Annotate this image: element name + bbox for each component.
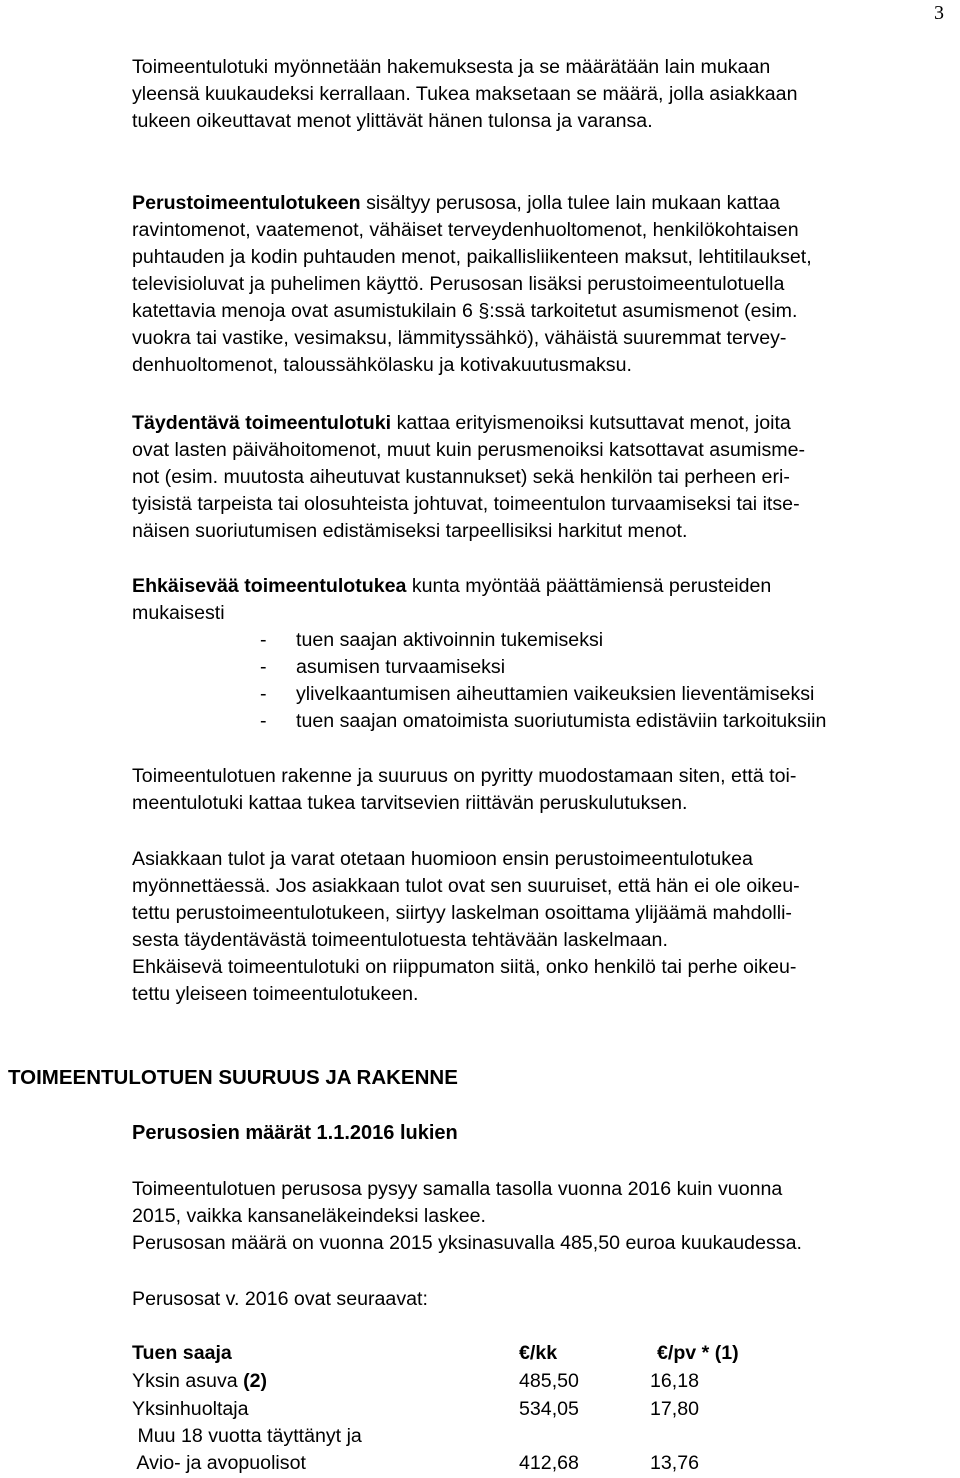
- text-line: sesta täydentävästä toimeentulotuesta tehtävään laskelmaan.: [132, 929, 668, 951]
- taydentava-paragraph: [132, 410, 960, 545]
- list-item: [260, 654, 505, 681]
- term-bold: Ehkäisevää toimeentulotukea: [132, 575, 407, 597]
- text-line: näisen suoriutumisen edistämiseksi tarpeellisiksi harkitut menot.: [132, 520, 688, 542]
- table-header-recipient: Tuen saaja: [132, 1342, 232, 1364]
- term-bold: Perustoimeentulotukeen: [132, 192, 361, 214]
- text-line: not (esim. muutosta aiheutuvat kustannukset) sekä henkilön tai perheen eri-: [132, 466, 790, 488]
- text-line: Ehkäisevä toimeentulotuki on riippumaton siitä, onko henkilö tai perhe oikeu-: [132, 956, 797, 978]
- text-line: Perusosan määrä on vuonna 2015 yksinasuvalla 485,50 euroa kuukaudessa.: [132, 1232, 802, 1254]
- list-item-text: tuen saajan aktivoinnin tukemiseksi: [296, 629, 604, 651]
- rakenne-paragraph: [132, 763, 960, 817]
- text-line: 2015, vaikka kansaneläkeindeksi laskee.: [132, 1205, 486, 1227]
- table-row-label: Avio- ja avopuolisot: [132, 1452, 306, 1474]
- text-line: [132, 410, 960, 437]
- text-line: myönnettäessä. Jos asiakkaan tulot ovat sen suuruiset, että hän ei ole oikeu-: [132, 875, 800, 897]
- text-line: tukeen oikeuttavat menot ylittävät hänen tulonsa ja varansa.: [132, 110, 653, 132]
- text-line: Toimeentulotuen perusosa pysyy samalla tasolla vuonna 2016 kuin vuonna: [132, 1178, 783, 1200]
- table-cell-text: Yksin asuva: [132, 1370, 244, 1392]
- list-dash: -: [260, 656, 267, 678]
- list-item-text: asumisen turvaamiseksi: [296, 656, 506, 678]
- section-heading: TOIMEENTULOTUEN SUURUUS JA RAKENNE: [8, 1066, 458, 1089]
- text-line: tettu perustoimeentulotukeen, siirtyy laskelman osoittama ylijäämä mahdolli-: [132, 902, 792, 924]
- term-bold: Täydentävä toimeentulotuki: [132, 412, 392, 434]
- text-fragment: kattaa erityismenoiksi kutsuttavat menot, joita: [391, 412, 791, 434]
- text-line: tyisistä tarpeista tai olosuhteista johtuvat, toimeentulon turvaamiseksi tai itse-: [132, 493, 800, 515]
- table-row-label: Muu 18 vuotta täyttänyt ja: [132, 1425, 362, 1447]
- text-line: mukaisesti: [132, 602, 225, 624]
- table-cell-per-month: 412,68: [519, 1452, 579, 1474]
- text-line: vuokra tai vastike, vesimaksu, lämmityssähkö), vähäistä suuremmat tervey-: [132, 327, 787, 349]
- list-item: [260, 708, 826, 735]
- list-dash: -: [260, 710, 267, 732]
- text-line: puhtauden ja kodin puhtauden menot, paikallisliikenteen maksut, lehtitilaukset,: [132, 246, 812, 268]
- table-row-label: Yksinhuoltaja: [132, 1398, 249, 1420]
- list-item-text: tuen saajan omatoimista suoriutumista edistäviin tarkoituksiin: [296, 710, 827, 732]
- page-number: 3: [934, 2, 944, 24]
- perustoimeentulotuki-paragraph: [132, 190, 960, 379]
- table-cell-per-month: 534,05: [519, 1398, 579, 1420]
- table-header-per-month: €/kk: [519, 1342, 558, 1364]
- intro-paragraph: [132, 54, 960, 135]
- text-line: [132, 573, 960, 600]
- text-line: denhuoltomenot, taloussähkölasku ja kotivakuutusmaksu.: [132, 354, 632, 376]
- text-line: yleensä kuukaudeksi kerrallaan. Tukea maksetaan se määrä, jolla asiakkaan: [132, 83, 798, 105]
- text-line: ovat lasten päivähoitomenot, muut kuin perusmenoiksi katsottavat asumisme-: [132, 439, 806, 461]
- footnote-ref: (2): [243, 1370, 268, 1392]
- table-cell-per-day: 16,18: [650, 1370, 700, 1392]
- table-cell-per-day: 13,76: [650, 1452, 700, 1474]
- sub-heading: Perusosien määrät 1.1.2016 lukien: [132, 1122, 458, 1144]
- text-line: katettavia menoja ovat asumistukilain 6 §:ssä tarkoitetut asumismenot (esim.: [132, 300, 798, 322]
- table-cell-per-day: 17,80: [650, 1398, 700, 1420]
- perusosat-intro: Perusosat v. 2016 ovat seuraavat:: [132, 1288, 428, 1310]
- table-row-label: [132, 1368, 267, 1395]
- text-fragment: kunta myöntää päättämiensä perusteiden: [406, 575, 772, 597]
- text-line: ravintomenot, vaatemenot, vähäiset terveydenhuoltomenot, henkilökohtaisen: [132, 219, 799, 241]
- text-line: [132, 190, 960, 217]
- table-header-per-day: €/pv * (1): [657, 1342, 739, 1364]
- list-item: [260, 627, 603, 654]
- text-line: Asiakkaan tulot ja varat otetaan huomioon ensin perustoimeentulotukea: [132, 848, 753, 870]
- text-line: televisioluvat ja puhelimen käyttö. Perusosan lisäksi perustoimeentulotuella: [132, 273, 785, 295]
- text-line: meentulotuki kattaa tukea tarvitsevien riittävän peruskulutuksen.: [132, 792, 688, 814]
- ehkaiseva-paragraph: [132, 573, 960, 627]
- text-line: Toimeentulotuki myönnetään hakemuksesta ja se määrätään lain mukaan: [132, 56, 771, 78]
- perusosa-paragraph: [132, 1176, 960, 1257]
- list-dash: -: [260, 683, 267, 705]
- table-cell-per-month: 485,50: [519, 1370, 579, 1392]
- list-dash: -: [260, 629, 267, 651]
- text-line: tettu yleiseen toimeentulotukeen.: [132, 983, 419, 1005]
- list-item-text: ylivelkaantumisen aiheuttamien vaikeuksien lieventämiseksi: [296, 683, 815, 705]
- text-line: Toimeentulotuen rakenne ja suuruus on pyritty muodostamaan siten, että toi-: [132, 765, 797, 787]
- tulot-paragraph: [132, 846, 960, 1008]
- list-item: [260, 681, 814, 708]
- text-fragment: sisältyy perusosa, jolla tulee lain mukaan kattaa: [360, 192, 780, 214]
